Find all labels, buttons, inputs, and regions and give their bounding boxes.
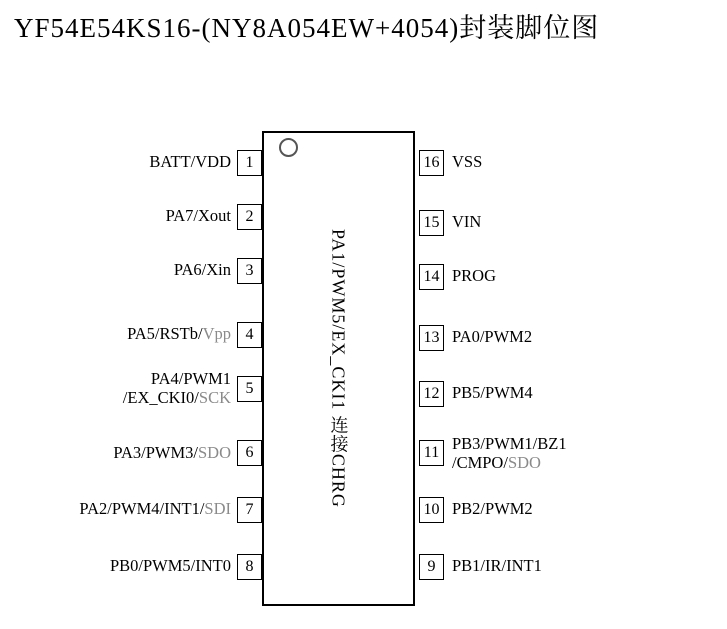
- pin-number-box: 3: [237, 258, 262, 284]
- pin-label: [113, 443, 231, 462]
- pin-label-alt-text: SDO: [197, 443, 231, 462]
- pin-label: [174, 260, 231, 279]
- pin-label-alt-text: Vpp: [202, 324, 231, 343]
- circle-notch-icon: [279, 138, 298, 157]
- pin-label: [452, 212, 481, 231]
- pin-label: [452, 266, 496, 285]
- pin-number-box: 10: [419, 497, 444, 523]
- pin-label-text: PA4/PWM1: [150, 369, 231, 388]
- pin-label-text: PB0/PWM5/INT0: [109, 556, 231, 575]
- chip-package-body: [262, 131, 415, 606]
- pin-label-alt-text: SDI: [204, 499, 231, 518]
- pin-number-box: 6: [237, 440, 262, 466]
- page-title: YF54E54KS16-(NY8A054EW+4054)封装脚位图: [14, 13, 600, 43]
- pin-number-box: 5: [237, 376, 262, 402]
- pin-label-text: PROG: [452, 266, 497, 285]
- pin-label-text: BATT/VDD: [149, 152, 231, 171]
- pin-number-box: 15: [419, 210, 444, 236]
- pin-label: [127, 324, 231, 343]
- pin-label: [452, 383, 533, 402]
- pin-label-text: PB3/PWM1/BZ1: [452, 434, 567, 453]
- pin-number-box: 9: [419, 554, 444, 580]
- pin-label-text: PB5/PWM4: [452, 383, 533, 402]
- chip-center-label-text: PA1/PWM5/EX_CKI1 连接CHRG: [328, 229, 349, 508]
- pin-label-text: PB2/PWM2: [452, 499, 533, 518]
- pin-label: [123, 369, 231, 407]
- pin-label-text: PA3/PWM3/: [113, 443, 198, 462]
- pin-number-box: 4: [237, 322, 262, 348]
- pin-number-box: 2: [237, 204, 262, 230]
- pin-label-text: VIN: [452, 212, 482, 231]
- pin-label: [452, 327, 532, 346]
- pin-label-text: PA7/Xout: [165, 206, 231, 225]
- pin-number-box: 11: [419, 440, 444, 466]
- pin-label-text-line2: /EX_CKI0/: [122, 388, 199, 407]
- pin-label-text: PA0/PWM2: [452, 327, 533, 346]
- pin-label: [452, 434, 567, 472]
- pin-label-text: VSS: [452, 152, 483, 171]
- pin-number-box: 16: [419, 150, 444, 176]
- pin-label-text: PB1/IR/INT1: [452, 556, 542, 575]
- pin-label-text: PA6/Xin: [173, 260, 231, 279]
- pin-label-text-line2: /CMPO/: [452, 453, 508, 472]
- pin-label: [79, 499, 231, 518]
- pin-label: [452, 499, 533, 518]
- pin-label: [149, 152, 231, 171]
- pin-label-alt-text-line2: SDO: [507, 453, 541, 472]
- pin-number-box: 13: [419, 325, 444, 351]
- pin-number-box: 7: [237, 497, 262, 523]
- pin-number-box: 14: [419, 264, 444, 290]
- pin-label: [452, 556, 542, 575]
- pin-number-box: 1: [237, 150, 262, 176]
- pin-number-box: 12: [419, 381, 444, 407]
- pin-label: [166, 206, 231, 225]
- pin-label-text: PA5/RSTb/: [127, 324, 203, 343]
- pin-label-text: PA2/PWM4/INT1/: [79, 499, 205, 518]
- pin-label: [452, 152, 482, 171]
- pin-label-alt-text-line2: SCK: [198, 388, 231, 407]
- pin-label: [110, 556, 231, 575]
- pin-number-box: 8: [237, 554, 262, 580]
